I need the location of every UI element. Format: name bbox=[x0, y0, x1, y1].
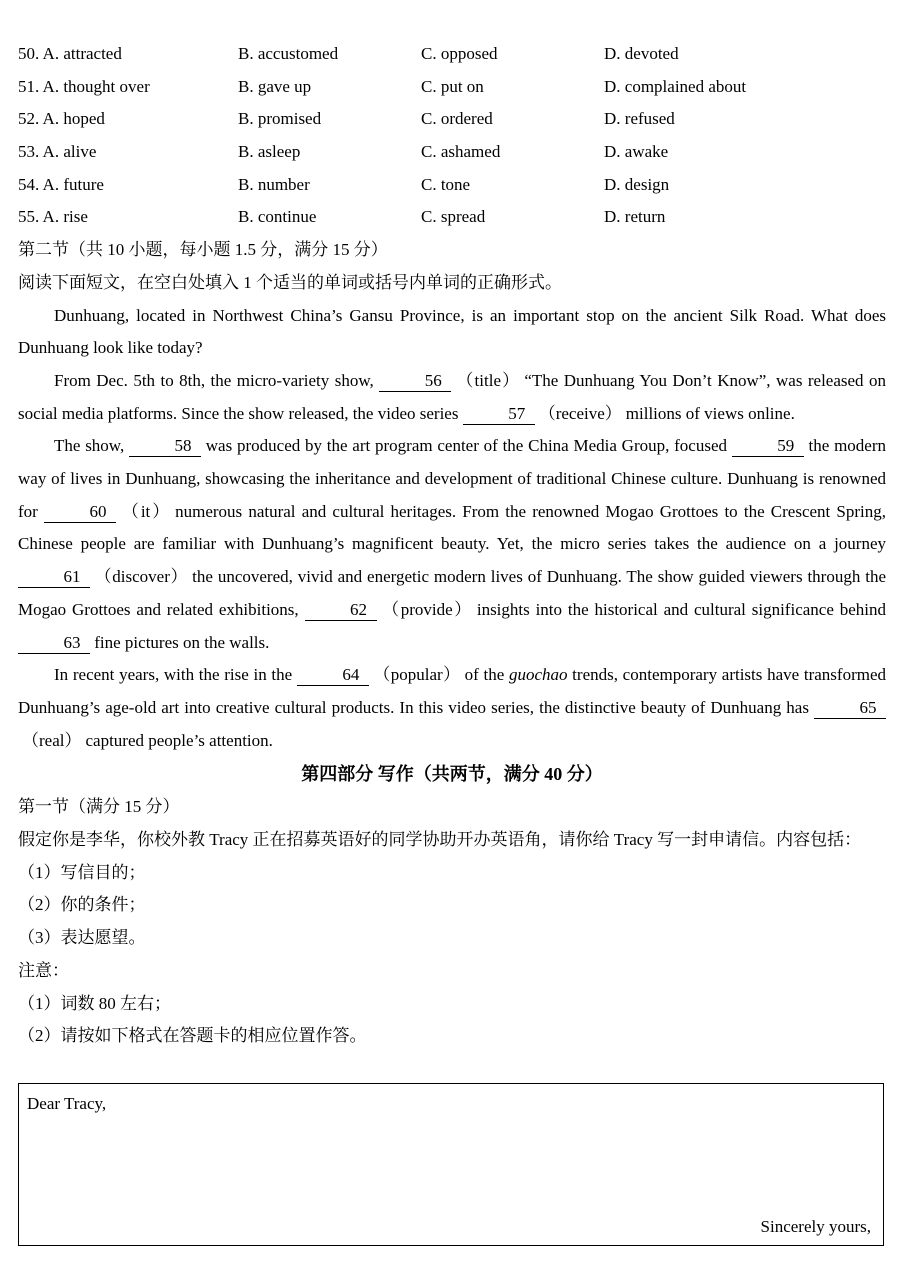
option-row bbox=[18, 38, 886, 71]
option-b: B. promised bbox=[238, 109, 322, 129]
passage-text: captured people’s attention. bbox=[85, 730, 273, 750]
passage-paragraph-4 bbox=[18, 659, 886, 757]
passage-text: insights into the historical and cultural significance behind bbox=[476, 599, 886, 619]
passage-paragraph-1: Dunhuang, located in Northwest China’s Gansu Province, is an important stop on the ancient Silk Road. What does Dunhuang look like today? bbox=[18, 305, 886, 358]
hint-62: （provide） bbox=[380, 599, 473, 619]
note-item: （1）词数 80 左右； bbox=[18, 993, 171, 1013]
option-a: 55. A. rise bbox=[18, 207, 88, 227]
passage-text: In recent years, with the rise in the bbox=[54, 665, 297, 685]
passage-text: numerous natural and cultural heritages. From the renowned Mogao Grottoes to the Crescent Spring, Chinese people are familiar with Dunhuang’s magnificent beauty. Yet, the micro series takes the audience on a journey bbox=[18, 501, 887, 554]
option-b: B. accustomed bbox=[238, 44, 339, 63]
section-instruction: 阅读下面短文，在空白处填入 1 个适当的单词或括号内单词的正确形式。 bbox=[18, 272, 562, 292]
option-d: D. return bbox=[604, 207, 666, 227]
option-row bbox=[18, 71, 886, 104]
section-title: 第二节（共 10 小题，每小题 1.5 分，满分 15 分） bbox=[18, 240, 388, 260]
passage-text: trends, contemporary artists have transformed Dunhuang’s age-old art into creative cultural products. In this video series, the distinctive beauty of Dunhuang has bbox=[18, 665, 886, 717]
passage-text: millions of views online. bbox=[625, 403, 795, 423]
option-b: B. gave up bbox=[238, 76, 312, 96]
blank-62[interactable]: 62 bbox=[305, 600, 377, 621]
option-a: 52. A. hoped bbox=[18, 109, 105, 129]
option-a: 54. A. future bbox=[18, 174, 104, 194]
option-a: 50. A. attracted bbox=[18, 44, 122, 63]
option-d: D. complained about bbox=[604, 76, 747, 96]
hint-60: （it） bbox=[120, 501, 172, 521]
option-b: B. continue bbox=[238, 207, 317, 227]
passage-paragraph-3 bbox=[18, 430, 886, 659]
option-c: C. spread bbox=[421, 207, 486, 227]
option-row bbox=[18, 169, 886, 202]
passage-paragraph-2 bbox=[18, 365, 886, 430]
subsection-title: 第一节（满分 15 分） bbox=[18, 797, 180, 817]
part-heading: 第四部分 写作（共两节，满分 40 分） bbox=[301, 764, 603, 785]
passage-text: “The Dunhuang You Don’t Know”, was released on social media platforms. Since the show released, the video series bbox=[18, 370, 886, 423]
task-item: （2）你的条件； bbox=[18, 895, 146, 915]
option-c: C. tone bbox=[421, 174, 471, 194]
passage-text: From Dec. 5th to 8th, the micro-variety show, bbox=[54, 370, 380, 390]
option-c: C. put on bbox=[421, 76, 484, 96]
hint-65: （real） bbox=[22, 730, 82, 750]
option-d: D. devoted bbox=[604, 44, 679, 63]
option-row bbox=[18, 103, 886, 136]
option-c: C. opposed bbox=[421, 44, 498, 63]
passage-text: was produced by the art program center of the China Media Group, focused bbox=[201, 436, 732, 456]
option-table bbox=[18, 38, 886, 234]
hint-57: （receive） bbox=[538, 403, 622, 423]
blank-61[interactable]: 61 bbox=[18, 567, 90, 588]
blank-57[interactable]: 57 bbox=[463, 404, 535, 425]
letter-salutation: Dear Tracy, bbox=[27, 1094, 107, 1113]
option-row bbox=[18, 201, 886, 234]
option-d: D. awake bbox=[604, 142, 669, 162]
blank-60[interactable]: 60 bbox=[44, 502, 116, 523]
hint-56: （title） bbox=[455, 370, 521, 390]
writing-task: 假定你是李华，你校外教 Tracy 正在招募英语好的同学协助开办英语角，请你给 Tracy 写一封申请信。内容包括： bbox=[18, 830, 862, 850]
blank-58[interactable]: 58 bbox=[129, 436, 201, 457]
passage-text: of the bbox=[464, 665, 509, 685]
hint-64: （popular） bbox=[372, 665, 461, 685]
passage-text: fine pictures on the walls. bbox=[90, 632, 270, 652]
blank-65[interactable]: 65 bbox=[814, 698, 886, 719]
passage-text: the uncovered, vivid and energetic modern lives of Dunhuang. The show guided viewers through the Mogao Grottoes and related exhibitions, bbox=[18, 567, 886, 619]
note-label: 注意： bbox=[18, 960, 69, 980]
option-a: 53. A. alive bbox=[18, 142, 97, 162]
exam-page bbox=[18, 38, 886, 1053]
option-b: B. number bbox=[238, 174, 310, 194]
note-item: （2）请按如下格式在答题卡的相应位置作答。 bbox=[18, 1026, 367, 1046]
option-d: D. refused bbox=[604, 109, 675, 129]
italic-term: guochao bbox=[508, 665, 568, 685]
answer-box[interactable] bbox=[18, 1083, 884, 1246]
hint-61: （discover） bbox=[94, 567, 189, 587]
blank-64[interactable]: 64 bbox=[297, 665, 369, 686]
option-b: B. asleep bbox=[238, 142, 301, 162]
blank-59[interactable]: 59 bbox=[732, 436, 804, 457]
passage-text: The show, bbox=[54, 436, 130, 456]
blank-63[interactable]: 63 bbox=[18, 633, 90, 654]
task-item: （3）表达愿望。 bbox=[18, 928, 146, 948]
task-item: （1）写信目的； bbox=[18, 862, 146, 882]
passage-text: the modern way of lives in Dunhuang, showcasing the inheritance and development of traditional Chinese culture. Dunhuang is renowned for bbox=[18, 436, 887, 521]
option-d: D. design bbox=[604, 174, 670, 194]
blank-56[interactable]: 56 bbox=[379, 371, 451, 392]
letter-closing: Sincerely yours, bbox=[760, 1217, 871, 1236]
option-c: C. ashamed bbox=[421, 142, 501, 162]
option-row bbox=[18, 136, 886, 169]
option-c: C. ordered bbox=[421, 109, 493, 129]
option-a: 51. A. thought over bbox=[18, 76, 150, 96]
